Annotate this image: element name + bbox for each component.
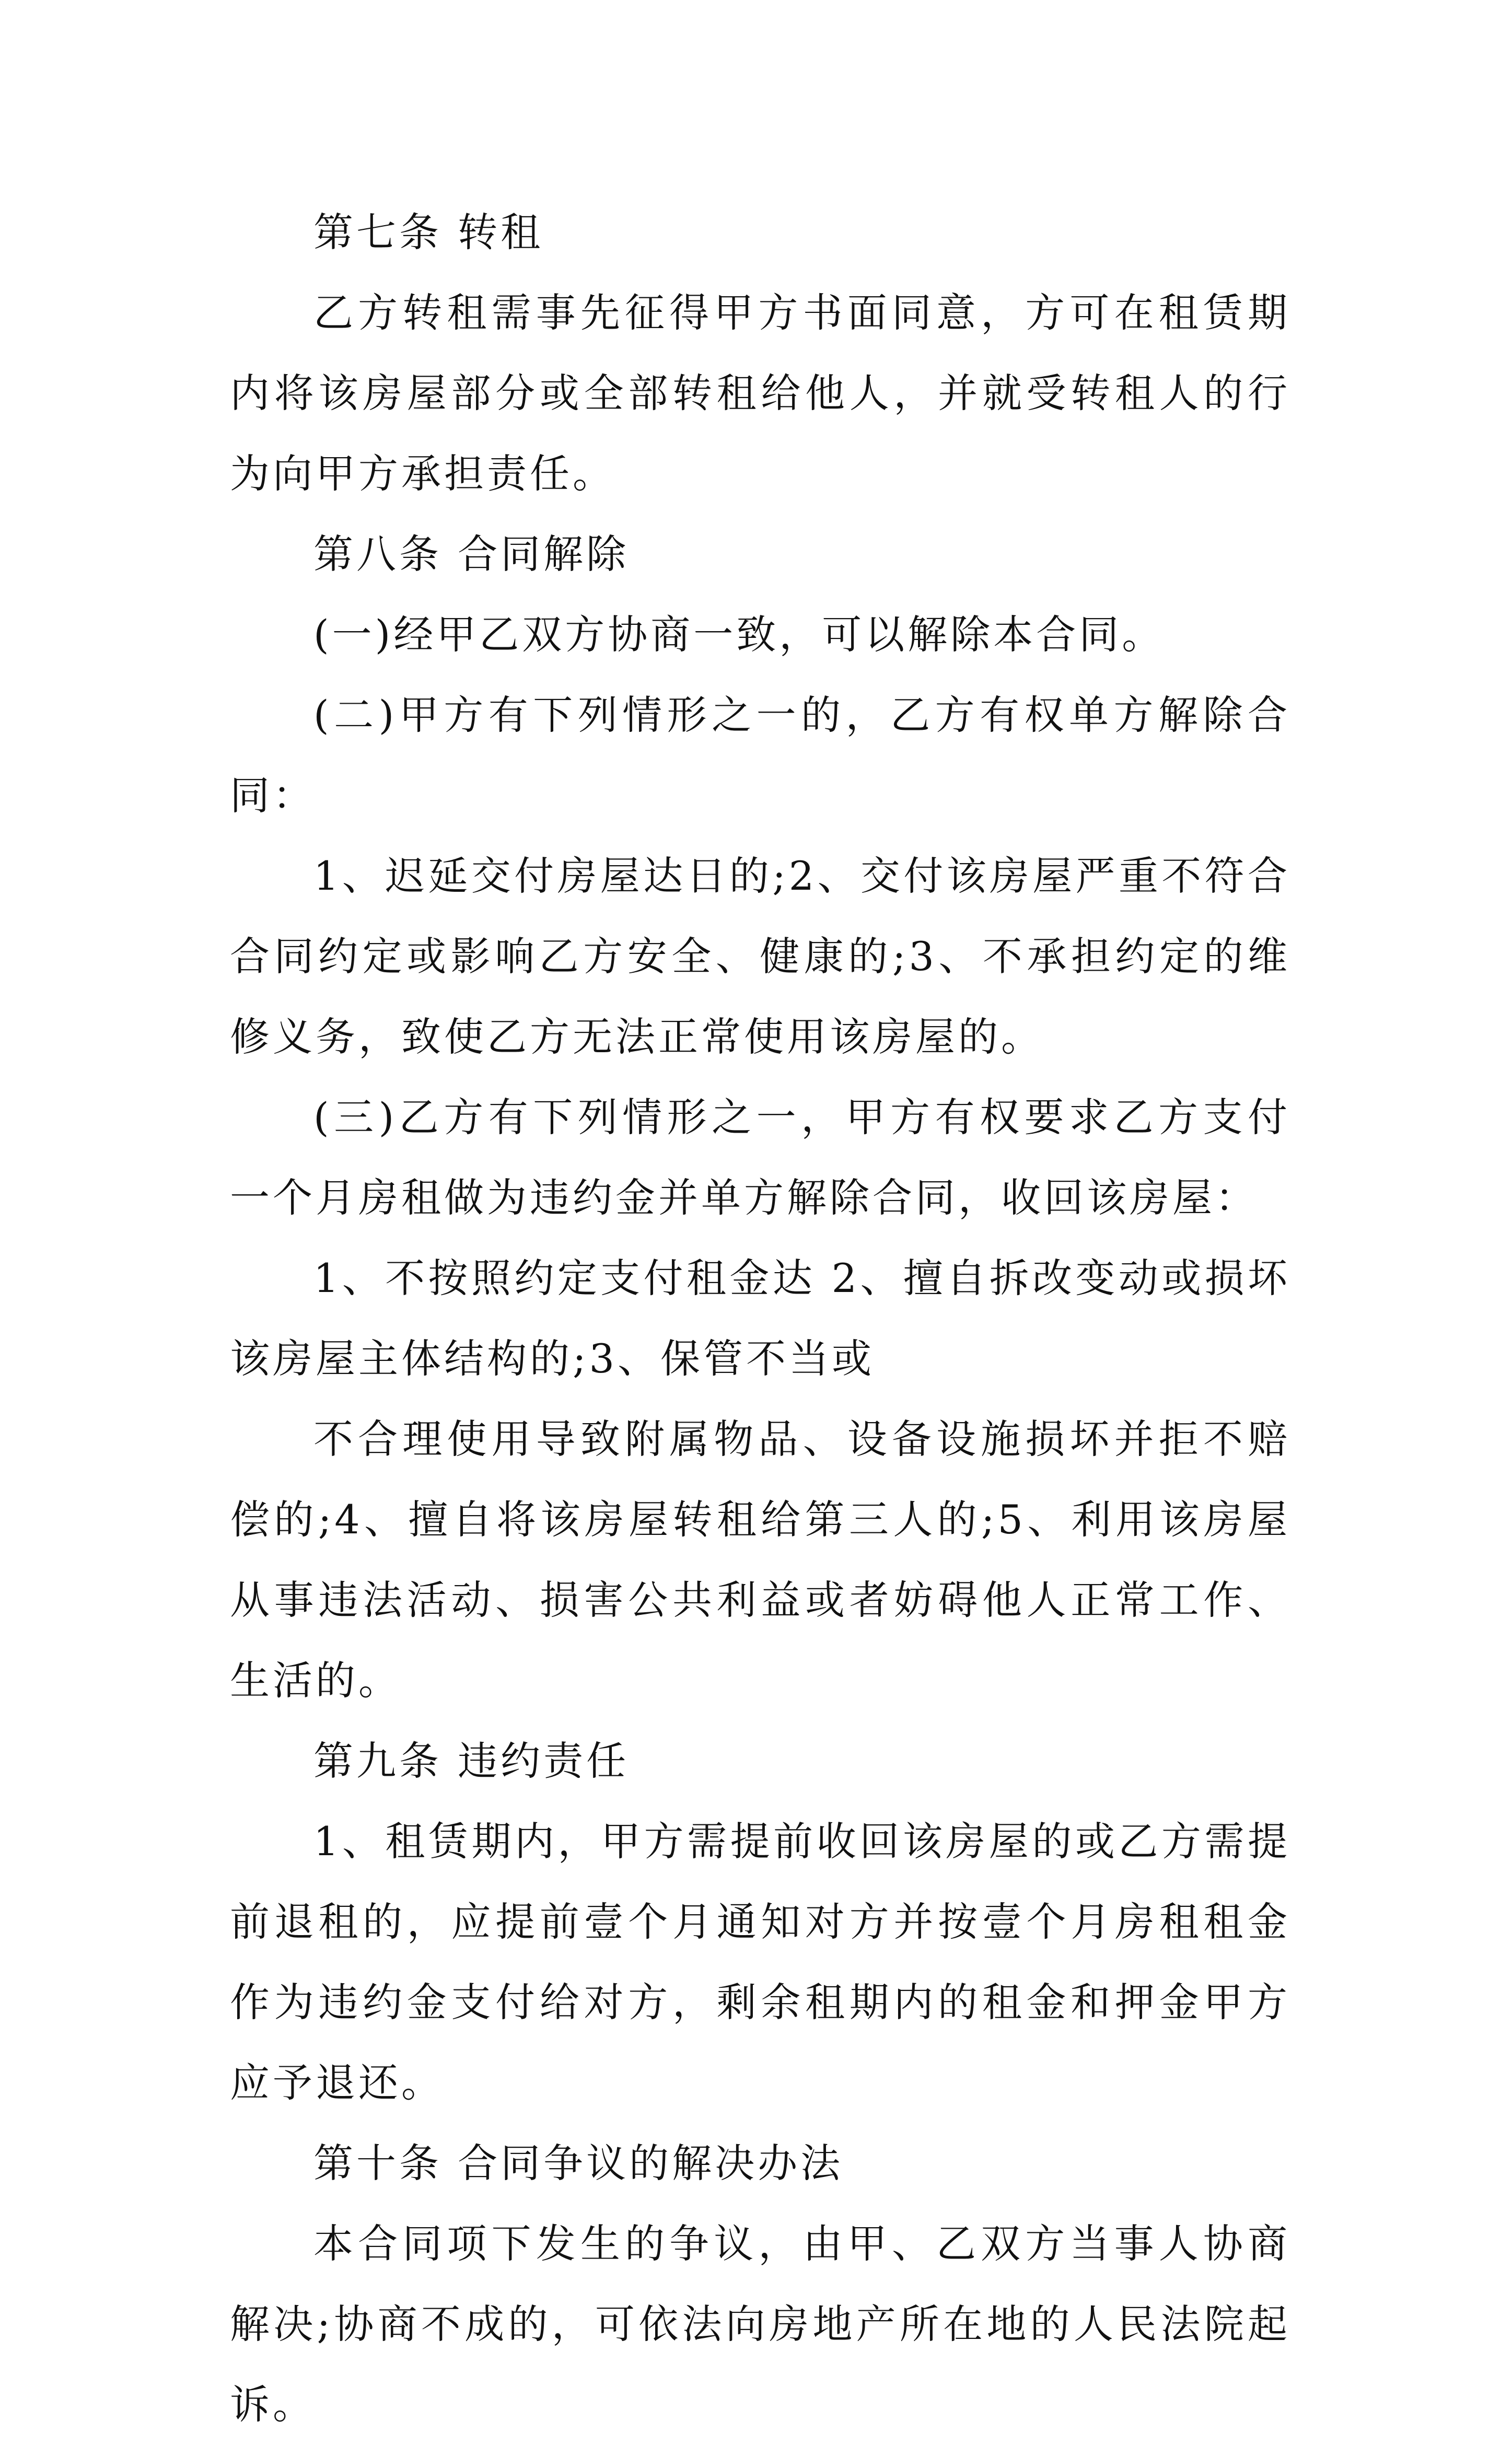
article-7-text: 乙方转租需事先征得甲方书面同意，方可在租赁期内将该房屋部分或全部转租给他人，并就受转租人的行为向甲方承担责任。 xyxy=(230,289,1290,497)
document-body xyxy=(230,192,1290,2445)
article-8-clause-1: (一)经甲乙双方协商一致，可以解除本合同。 xyxy=(313,611,1165,658)
article-8-clause-3-items-a: 1、不按照约定支付租金达 2、擅自拆改变动或损坏该房屋主体结构的;3、保管不当或 xyxy=(230,1255,1290,1382)
article-9-heading: 第九条 违约责任 xyxy=(313,1738,630,1784)
article-10-heading: 第十条 合同争议的解决办法 xyxy=(313,2140,844,2186)
article-8-clause-2: (二)甲方有下列情形之一的，乙方有权单方解除合同： xyxy=(230,692,1290,819)
article-8-clause-3: (三)乙方有下列情形之一，甲方有权要求乙方支付一个月房租做为违约金并单方解除合同，收回该房屋： xyxy=(230,1094,1290,1221)
article-8-clause-3-items-b: 不合理使用导致附属物品、设备设施损坏并拒不赔偿的;4、擅自将该房屋转租给第三人的;5、利用该房屋从事违法活动、损害公共利益或者妨碍他人正常工作、生活的。 xyxy=(230,1416,1290,1704)
article-8-heading: 第八条 合同解除 xyxy=(313,531,630,577)
article-9-text: 1、租赁期内，甲方需提前收回该房屋的或乙方需提前退租的，应提前壹个月通知对方并按壹个月房租租金作为违约金支付给对方，剩余租期内的租金和押金甲方应予退还。 xyxy=(230,1818,1290,2106)
article-7-heading: 第七条 转租 xyxy=(313,209,544,255)
article-10-text: 本合同项下发生的争议，由甲、乙双方当事人协商解决;协商不成的，可依法向房地产所在地的人民法院起诉。 xyxy=(230,2220,1290,2428)
article-8-clause-2-items: 1、迟延交付房屋达日的;2、交付该房屋严重不符合合同约定或影响乙方安全、健康的;3、不承担约定的维修义务，致使乙方无法正常使用该房屋的。 xyxy=(230,853,1290,1060)
